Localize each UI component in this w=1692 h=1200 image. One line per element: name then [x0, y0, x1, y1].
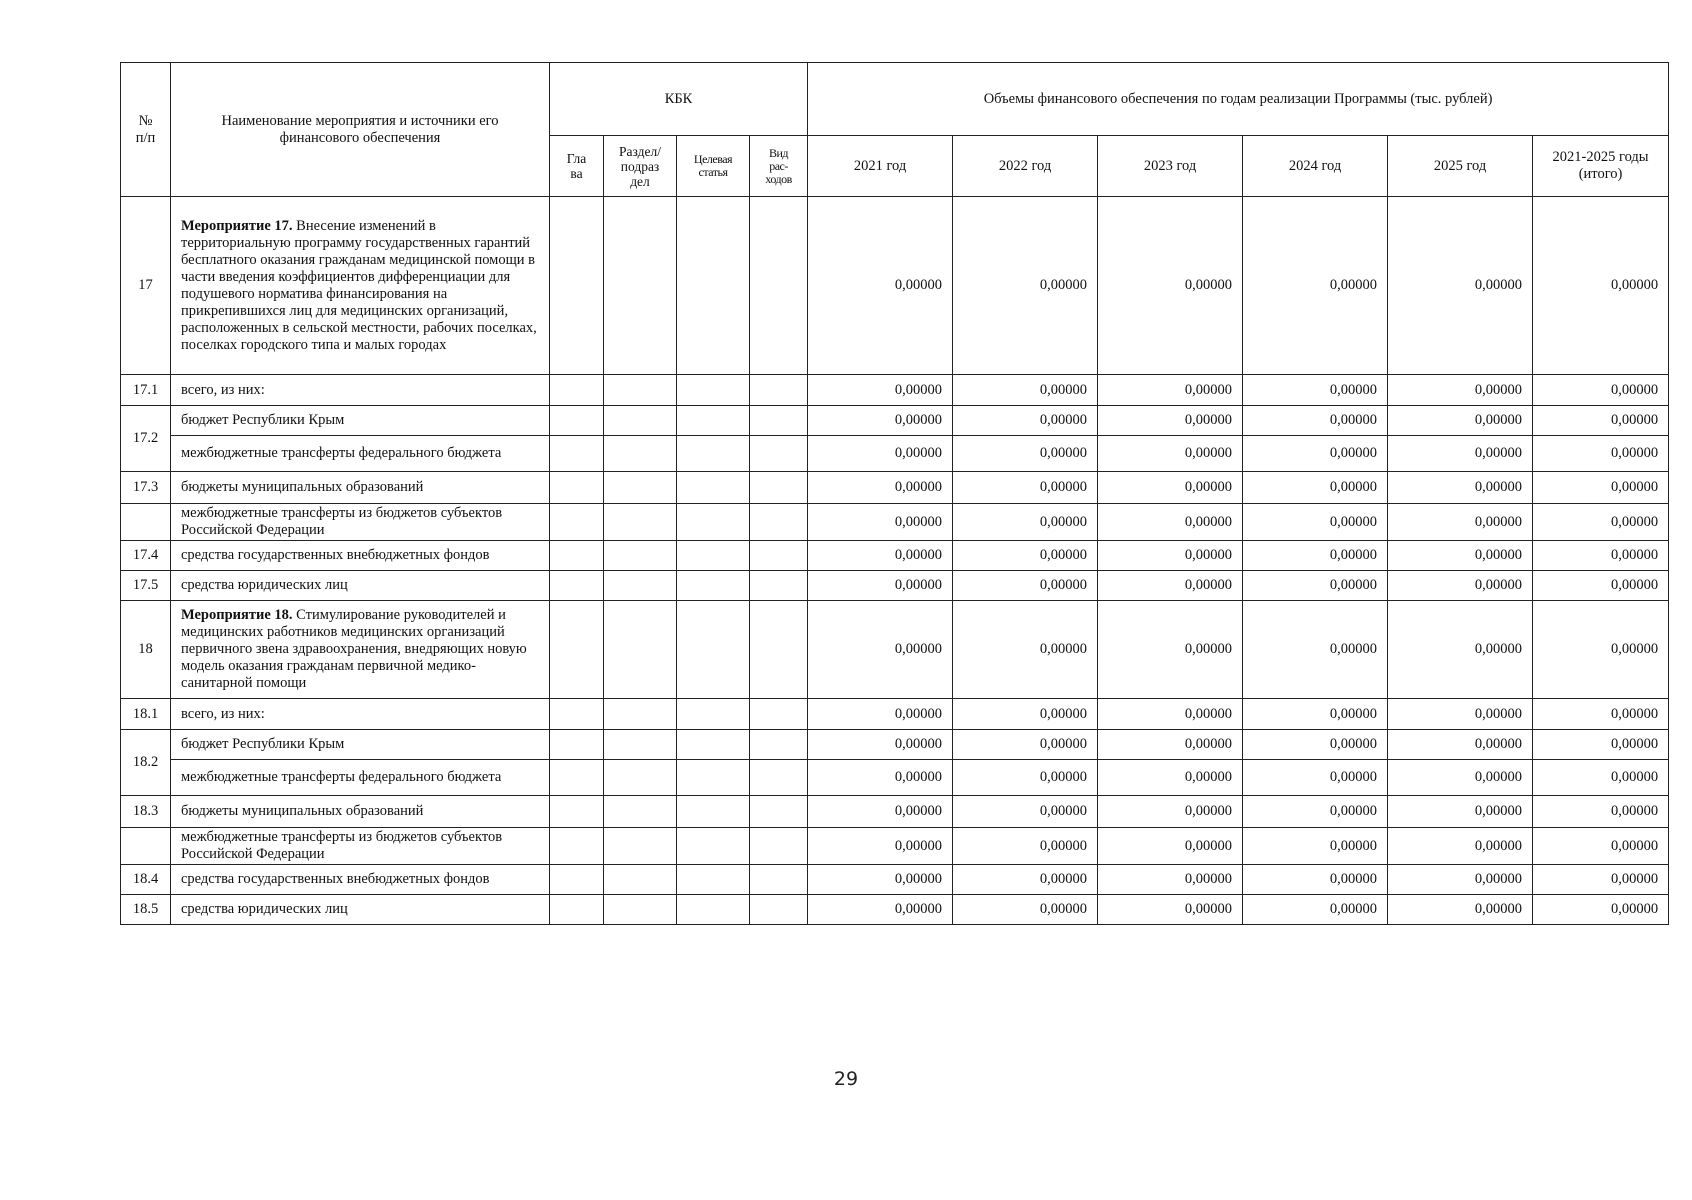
- value-cell: 0,00000: [1098, 865, 1243, 895]
- header-year-3: 2024 год: [1243, 136, 1388, 197]
- value-cell: 0,00000: [1243, 197, 1388, 375]
- kbk-cell: [550, 601, 604, 699]
- measure-name: бюджеты муниципальных образований: [171, 472, 550, 504]
- value-cell: 0,00000: [808, 865, 953, 895]
- value-cell: 0,00000: [1388, 865, 1533, 895]
- value-cell: 0,00000: [953, 601, 1098, 699]
- row-number: 17.2: [121, 406, 171, 472]
- value-cell: 0,00000: [1098, 436, 1243, 472]
- table-row: [121, 865, 1669, 895]
- value-cell: 0,00000: [808, 828, 953, 865]
- header-funding-volumes: Объемы финансового обеспечения по годам реализации Программы (тыс. рублей): [808, 63, 1669, 136]
- table-row: [121, 699, 1669, 730]
- value-cell: 0,00000: [1388, 796, 1533, 828]
- kbk-cell: [550, 760, 604, 796]
- value-cell: 0,00000: [953, 699, 1098, 730]
- measure-name: межбюджетные трансферты федерального бюджета: [171, 436, 550, 472]
- header-kbk-target-article: Целевая статья: [677, 136, 750, 197]
- value-cell: 0,00000: [808, 406, 953, 436]
- value-cell: 0,00000: [1388, 730, 1533, 760]
- value-cell: 0,00000: [1243, 472, 1388, 504]
- value-cell: 0,00000: [808, 895, 953, 925]
- table-row: [121, 730, 1669, 760]
- header-kbk-expense-type: Вид рас- ходов: [750, 136, 808, 197]
- kbk-cell: [550, 865, 604, 895]
- value-cell: 0,00000: [1098, 375, 1243, 406]
- value-cell: 0,00000: [1388, 571, 1533, 601]
- kbk-cell: [550, 504, 604, 541]
- kbk-cell: [750, 406, 808, 436]
- value-cell: 0,00000: [1243, 571, 1388, 601]
- value-cell: 0,00000: [1388, 197, 1533, 375]
- table-row: [121, 504, 1669, 541]
- kbk-cell: [604, 760, 677, 796]
- kbk-cell: [604, 601, 677, 699]
- value-cell: 0,00000: [1098, 504, 1243, 541]
- value-cell: 0,00000: [953, 436, 1098, 472]
- value-cell: 0,00000: [953, 375, 1098, 406]
- measure-name: средства юридических лиц: [171, 571, 550, 601]
- value-cell: 0,00000: [953, 895, 1098, 925]
- table-row: [121, 796, 1669, 828]
- kbk-cell: [604, 865, 677, 895]
- table-row: [121, 472, 1669, 504]
- budget-table: [120, 62, 1669, 925]
- kbk-cell: [550, 828, 604, 865]
- value-cell: 0,00000: [1243, 796, 1388, 828]
- value-cell: 0,00000: [1388, 436, 1533, 472]
- kbk-cell: [677, 730, 750, 760]
- kbk-cell: [550, 796, 604, 828]
- kbk-cell: [604, 699, 677, 730]
- table-row: [121, 601, 1669, 699]
- value-cell: 0,00000: [1243, 375, 1388, 406]
- kbk-cell: [550, 541, 604, 571]
- value-cell: 0,00000: [1098, 699, 1243, 730]
- measure-name: средства государственных внебюджетных фондов: [171, 865, 550, 895]
- kbk-cell: [677, 406, 750, 436]
- measure-title: Мероприятие 17.: [181, 217, 293, 234]
- kbk-cell: [604, 571, 677, 601]
- row-number: [121, 828, 171, 865]
- budget-table-container: [120, 62, 1668, 925]
- kbk-cell: [750, 571, 808, 601]
- table-row: [121, 375, 1669, 406]
- table-row: [121, 406, 1669, 436]
- header-year-1: 2022 год: [953, 136, 1098, 197]
- kbk-cell: [550, 197, 604, 375]
- value-cell: 0,00000: [1388, 504, 1533, 541]
- header-year-0: 2021 год: [808, 136, 953, 197]
- value-cell: 0,00000: [953, 760, 1098, 796]
- header-kbk-chapter: Гла ва: [550, 136, 604, 197]
- row-number: 18.4: [121, 865, 171, 895]
- value-cell: 0,00000: [1533, 571, 1669, 601]
- measure-name: межбюджетные трансферты из бюджетов субъектов Российской Федерации: [171, 504, 550, 541]
- kbk-cell: [677, 541, 750, 571]
- kbk-cell: [677, 375, 750, 406]
- value-cell: 0,00000: [1533, 406, 1669, 436]
- kbk-cell: [604, 472, 677, 504]
- value-cell: 0,00000: [1243, 895, 1388, 925]
- row-number: 18.2: [121, 730, 171, 796]
- value-cell: 0,00000: [808, 197, 953, 375]
- table-header: [121, 63, 1669, 197]
- kbk-cell: [677, 895, 750, 925]
- value-cell: 0,00000: [808, 375, 953, 406]
- value-cell: 0,00000: [953, 571, 1098, 601]
- value-cell: 0,00000: [1533, 436, 1669, 472]
- kbk-cell: [604, 406, 677, 436]
- value-cell: 0,00000: [1098, 760, 1243, 796]
- value-cell: 0,00000: [808, 504, 953, 541]
- value-cell: 0,00000: [953, 865, 1098, 895]
- value-cell: 0,00000: [1533, 472, 1669, 504]
- kbk-cell: [750, 730, 808, 760]
- kbk-cell: [750, 504, 808, 541]
- value-cell: 0,00000: [1098, 828, 1243, 865]
- header-row-number: № п/п: [121, 63, 171, 197]
- kbk-cell: [604, 436, 677, 472]
- value-cell: 0,00000: [1243, 541, 1388, 571]
- kbk-cell: [677, 436, 750, 472]
- kbk-cell: [604, 895, 677, 925]
- value-cell: 0,00000: [1533, 601, 1669, 699]
- measure-name: всего, из них:: [171, 699, 550, 730]
- value-cell: 0,00000: [1533, 541, 1669, 571]
- measure-name: межбюджетные трансферты из бюджетов субъектов Российской Федерации: [171, 828, 550, 865]
- kbk-cell: [677, 828, 750, 865]
- value-cell: 0,00000: [1243, 760, 1388, 796]
- kbk-cell: [550, 375, 604, 406]
- kbk-cell: [750, 760, 808, 796]
- kbk-cell: [550, 571, 604, 601]
- value-cell: 0,00000: [1533, 504, 1669, 541]
- value-cell: 0,00000: [808, 730, 953, 760]
- kbk-cell: [750, 472, 808, 504]
- value-cell: 0,00000: [808, 601, 953, 699]
- row-number: 17: [121, 197, 171, 375]
- measure-name: Мероприятие 17. Внесение изменений в территориальную программу государственных гарантий бесплатного оказания гражданам медицинской помощи в части введения коэффициентов дифференциации для подушевого норматива финансирования на прикрепившихся лиц для медицинских организаций, расположенных в сельской местности, рабочих поселках, поселках городского типа и малых городах: [171, 197, 550, 375]
- kbk-cell: [750, 699, 808, 730]
- value-cell: 0,00000: [1533, 828, 1669, 865]
- kbk-cell: [677, 760, 750, 796]
- row-number: 17.5: [121, 571, 171, 601]
- value-cell: 0,00000: [1098, 730, 1243, 760]
- value-cell: 0,00000: [1098, 541, 1243, 571]
- kbk-cell: [550, 699, 604, 730]
- header-kbk: КБК: [550, 63, 808, 136]
- kbk-cell: [750, 865, 808, 895]
- measure-name: бюджеты муниципальных образований: [171, 796, 550, 828]
- value-cell: 0,00000: [1098, 601, 1243, 699]
- value-cell: 0,00000: [1533, 375, 1669, 406]
- value-cell: 0,00000: [1098, 571, 1243, 601]
- row-number: 18: [121, 601, 171, 699]
- kbk-cell: [677, 865, 750, 895]
- kbk-cell: [604, 197, 677, 375]
- value-cell: 0,00000: [1533, 895, 1669, 925]
- value-cell: 0,00000: [1243, 504, 1388, 541]
- table-body: [121, 197, 1669, 925]
- value-cell: 0,00000: [1243, 730, 1388, 760]
- value-cell: 0,00000: [1533, 699, 1669, 730]
- kbk-cell: [550, 730, 604, 760]
- table-row: [121, 541, 1669, 571]
- row-number: 18.5: [121, 895, 171, 925]
- kbk-cell: [604, 730, 677, 760]
- value-cell: 0,00000: [808, 796, 953, 828]
- row-number: 18.3: [121, 796, 171, 828]
- kbk-cell: [750, 895, 808, 925]
- kbk-cell: [550, 436, 604, 472]
- measure-name: межбюджетные трансферты федерального бюджета: [171, 760, 550, 796]
- kbk-cell: [550, 472, 604, 504]
- header-kbk-section: Раздел/ подраз дел: [604, 136, 677, 197]
- kbk-cell: [604, 828, 677, 865]
- table-row: [121, 571, 1669, 601]
- measure-title: Мероприятие 18.: [181, 607, 293, 623]
- kbk-cell: [677, 796, 750, 828]
- value-cell: 0,00000: [1388, 760, 1533, 796]
- value-cell: 0,00000: [1098, 895, 1243, 925]
- value-cell: 0,00000: [1388, 472, 1533, 504]
- kbk-cell: [750, 796, 808, 828]
- measure-name: средства государственных внебюджетных фондов: [171, 541, 550, 571]
- value-cell: 0,00000: [1533, 865, 1669, 895]
- kbk-cell: [677, 504, 750, 541]
- value-cell: 0,00000: [1388, 895, 1533, 925]
- value-cell: 0,00000: [953, 828, 1098, 865]
- value-cell: 0,00000: [1533, 730, 1669, 760]
- kbk-cell: [750, 541, 808, 571]
- value-cell: 0,00000: [1098, 796, 1243, 828]
- value-cell: 0,00000: [808, 571, 953, 601]
- value-cell: 0,00000: [1243, 828, 1388, 865]
- value-cell: 0,00000: [808, 760, 953, 796]
- value-cell: 0,00000: [808, 436, 953, 472]
- value-cell: 0,00000: [1243, 436, 1388, 472]
- kbk-cell: [550, 895, 604, 925]
- value-cell: 0,00000: [953, 796, 1098, 828]
- value-cell: 0,00000: [953, 541, 1098, 571]
- value-cell: 0,00000: [1388, 828, 1533, 865]
- kbk-cell: [677, 197, 750, 375]
- kbk-cell: [550, 406, 604, 436]
- measure-name: бюджет Республики Крым: [171, 406, 550, 436]
- value-cell: 0,00000: [953, 504, 1098, 541]
- value-cell: 0,00000: [1388, 375, 1533, 406]
- row-number: 17.4: [121, 541, 171, 571]
- kbk-cell: [604, 541, 677, 571]
- table-row: [121, 197, 1669, 375]
- kbk-cell: [677, 472, 750, 504]
- value-cell: 0,00000: [1098, 197, 1243, 375]
- kbk-cell: [750, 601, 808, 699]
- value-cell: 0,00000: [1243, 406, 1388, 436]
- value-cell: 0,00000: [808, 472, 953, 504]
- kbk-cell: [750, 197, 808, 375]
- kbk-cell: [750, 436, 808, 472]
- value-cell: 0,00000: [1388, 541, 1533, 571]
- row-number: 17.1: [121, 375, 171, 406]
- table-row: [121, 828, 1669, 865]
- value-cell: 0,00000: [1388, 601, 1533, 699]
- measure-name: всего, из них:: [171, 375, 550, 406]
- value-cell: 0,00000: [953, 197, 1098, 375]
- value-cell: 0,00000: [808, 699, 953, 730]
- value-cell: 0,00000: [1098, 472, 1243, 504]
- measure-name: средства юридических лиц: [171, 895, 550, 925]
- header-year-5: 2021-2025 годы (итого): [1533, 136, 1669, 197]
- table-row: [121, 436, 1669, 472]
- header-year-2: 2023 год: [1098, 136, 1243, 197]
- value-cell: 0,00000: [808, 541, 953, 571]
- value-cell: 0,00000: [1533, 796, 1669, 828]
- value-cell: 0,00000: [1243, 601, 1388, 699]
- kbk-cell: [677, 571, 750, 601]
- row-number: [121, 504, 171, 541]
- kbk-cell: [750, 375, 808, 406]
- value-cell: 0,00000: [953, 406, 1098, 436]
- kbk-cell: [677, 601, 750, 699]
- value-cell: 0,00000: [1098, 406, 1243, 436]
- measure-name: Мероприятие 18. Стимулирование руководителей и медицинских работников медицинских организаций первичного звена здравоохранения, внедряющих новую модель оказания гражданам первичной медико-санитарной помощи: [171, 601, 550, 699]
- measure-name: бюджет Республики Крым: [171, 730, 550, 760]
- value-cell: 0,00000: [953, 472, 1098, 504]
- header-year-4: 2025 год: [1388, 136, 1533, 197]
- kbk-cell: [604, 375, 677, 406]
- value-cell: 0,00000: [953, 730, 1098, 760]
- page-number: 29: [833, 1068, 859, 1090]
- table-row: [121, 895, 1669, 925]
- value-cell: 0,00000: [1388, 406, 1533, 436]
- value-cell: 0,00000: [1533, 197, 1669, 375]
- kbk-cell: [604, 504, 677, 541]
- row-number: 18.1: [121, 699, 171, 730]
- value-cell: 0,00000: [1533, 760, 1669, 796]
- header-measure-name: Наименование мероприятия и источники его финансового обеспечения: [171, 63, 550, 197]
- row-number: 17.3: [121, 472, 171, 504]
- kbk-cell: [677, 699, 750, 730]
- value-cell: 0,00000: [1243, 865, 1388, 895]
- table-row: [121, 760, 1669, 796]
- value-cell: 0,00000: [1243, 699, 1388, 730]
- value-cell: 0,00000: [1388, 699, 1533, 730]
- kbk-cell: [604, 796, 677, 828]
- kbk-cell: [750, 828, 808, 865]
